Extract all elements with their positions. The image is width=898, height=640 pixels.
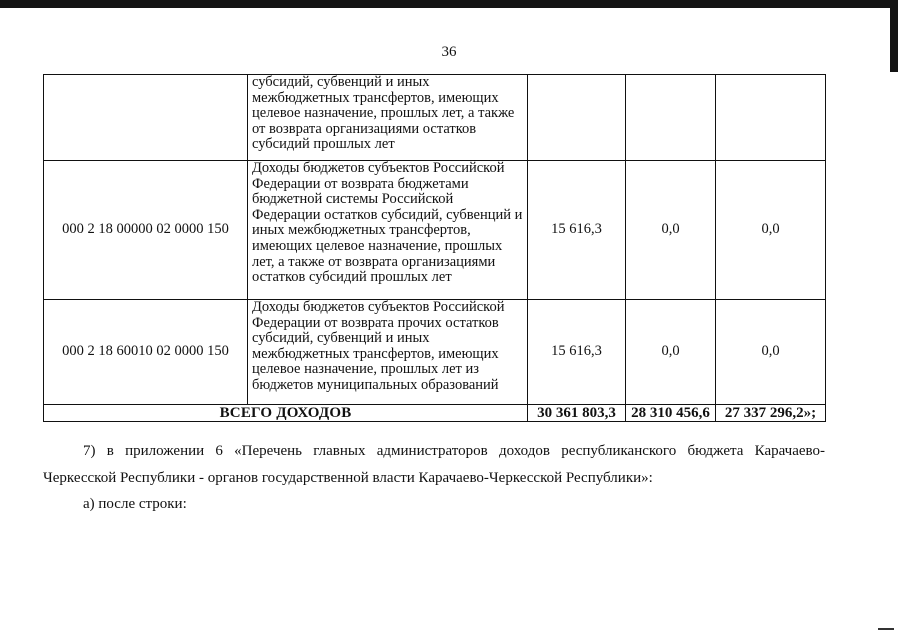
table-row	[44, 161, 826, 300]
item-a: а) после строки:	[83, 496, 187, 512]
amount-cell-year2: 0,0	[626, 300, 716, 405]
total-row	[44, 405, 826, 422]
scan-top-border	[0, 0, 898, 8]
total-label: ВСЕГО ДОХОДОВ	[44, 405, 528, 422]
revenue-code-cell: 000 2 18 60010 02 0000 150	[44, 300, 248, 405]
amount-cell-year1: 15 616,3	[528, 161, 626, 300]
amount-cell-year1	[528, 75, 626, 161]
revenue-code-cell: 000 2 18 00000 02 0000 150	[44, 161, 248, 300]
amount-cell-year2	[626, 75, 716, 161]
paragraph-7	[43, 438, 825, 492]
amount-cell-year3	[716, 75, 826, 161]
amount-cell-year2: 0,0	[626, 161, 716, 300]
total-amount-year3: 27 337 296,2»;	[716, 405, 826, 422]
scan-right-border	[890, 0, 898, 72]
revenue-description-cell: субсидий, субвенций и иных межбюджетных трансфертов, имеющих целевое назначение, прошлых лет, а также от возврата организациями остатков субсидий прошлых лет	[248, 75, 528, 161]
page-number: 36	[441, 44, 457, 60]
revenue-description-cell: Доходы бюджетов субъектов Российской Федерации от возврата прочих остатков субсидий, субвенций и иных межбюджетных трансфертов, имеющих целевое назначение, прошлых лет из бюджетов муниципальных образований	[248, 300, 528, 405]
revenue-table	[43, 74, 826, 422]
total-amount-year1: 30 361 803,3	[528, 405, 626, 422]
amount-cell-year3: 0,0	[716, 300, 826, 405]
table-row	[44, 75, 826, 161]
amount-cell-year3: 0,0	[716, 161, 826, 300]
paragraph-7-line-1: 7) в приложении 6 «Перечень главных администраторов доходов республиканского бюджета Карачаево-	[83, 443, 825, 459]
amount-cell-year1: 15 616,3	[528, 300, 626, 405]
scan-edge-mark	[878, 628, 894, 630]
paragraph-7-line-2: Черкесской Республики - органов государственной власти Карачаево-Черкесской Республики»:	[43, 470, 653, 486]
revenue-code-cell	[44, 75, 248, 161]
table-row	[44, 300, 826, 405]
total-amount-year2: 28 310 456,6	[626, 405, 716, 422]
revenue-description-cell: Доходы бюджетов субъектов Российской Федерации от возврата бюджетами бюджетной системы Российской Федерации остатков субсидий, субвенций и иных межбюджетных трансфертов, имеющих целевое назначение, прошлых лет, а также от возврата организациями остатков субсидий прошлых лет	[248, 161, 528, 300]
